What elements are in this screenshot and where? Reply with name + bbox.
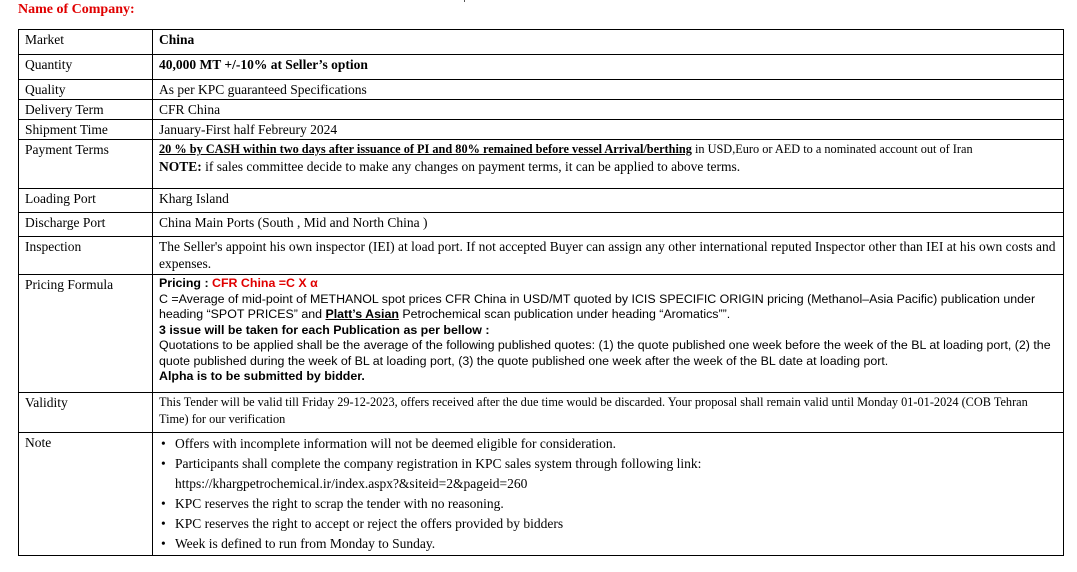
table-row-validity	[19, 393, 1064, 433]
payment-note-label: NOTE:	[159, 159, 202, 174]
note-value	[153, 433, 1064, 556]
validity-value: This Tender will be valid till Friday 29-12-2023, offers received after the due time would be discarded. Your proposal shall remain valid until Monday 01-01-2024 (COB Tehran Time) for our verification	[153, 393, 1064, 433]
shipment-label: Shipment Time	[19, 120, 153, 140]
payment-value	[153, 140, 1064, 189]
stray-mark	[464, 0, 465, 2]
note-item-3: • KPC reserves the right to scrap the tender with no reasoning.	[175, 494, 1057, 514]
quantity-label: Quantity	[19, 55, 153, 80]
table-row-quality	[19, 80, 1064, 100]
pricing-label: Pricing Formula	[19, 275, 153, 393]
table-row-inspection	[19, 237, 1064, 275]
pricing-issue-line: 3 issue will be taken for each Publication as per bellow :	[159, 322, 490, 337]
payment-note-line	[159, 158, 1057, 175]
discharge-label: Discharge Port	[19, 213, 153, 237]
table-row-market	[19, 30, 1064, 55]
payment-note-text: if sales committee decide to make any changes on payment terms, it can be applied to above terms.	[201, 159, 741, 174]
loading-label: Loading Port	[19, 189, 153, 213]
payment-cash-terms: 20 % by CASH within two days after issuance of PI and 80% remained before vessel Arrival/berthing	[159, 142, 692, 156]
table-row-discharge	[19, 213, 1064, 237]
shipment-value: January-First half Febreury 2024	[153, 120, 1064, 140]
pricing-c-definition-2: Petrochemical scan publication under heading “Aromatics””.	[398, 307, 731, 321]
note-list	[159, 434, 1057, 554]
table-row-loading	[19, 189, 1064, 213]
pricing-c-definition	[159, 292, 1057, 323]
pricing-quotations: Quotations to be applied shall be the average of the following published quotes: (1) the quote published one week before the week of the BL at loading port, (2) the quote published during the week of BL at loading port, (3) the quote published one week after the week of the BL date at loading port.	[159, 338, 1051, 368]
quality-value: As per KPC guaranteed Specifications	[153, 80, 1064, 100]
market-label: Market	[19, 30, 153, 55]
payment-terms-line	[159, 141, 1057, 158]
note-item-5: • Week is defined to run from Monday to Sunday.	[175, 534, 1057, 554]
note-item-1: • Offers with incomplete information will not be deemed eligible for consideration.	[175, 434, 1057, 454]
table-row-delivery	[19, 100, 1064, 120]
inspection-value: The Seller's appoint his own inspector (IEI) at load port. If not accepted Buyer can assign any other international reputed Inspector other than IEI at his own costs and expenses.	[153, 237, 1064, 275]
note-item-2-text: Participants shall complete the company registration in KPC sales system through following link:	[175, 456, 702, 471]
note-item-2	[175, 454, 1057, 494]
payment-label: Payment Terms	[19, 140, 153, 189]
pricing-alpha-line: Alpha is to be submitted by bidder.	[159, 369, 365, 383]
inspection-label: Inspection	[19, 237, 153, 275]
table-row-quantity	[19, 55, 1064, 80]
delivery-label: Delivery Term	[19, 100, 153, 120]
pricing-formula-line	[159, 276, 1057, 292]
table-row-pricing	[19, 275, 1064, 393]
table-row-payment	[19, 140, 1064, 189]
note-label: Note	[19, 433, 153, 556]
loading-value: Kharg Island	[153, 189, 1064, 213]
note-item-4: • KPC reserves the right to accept or reject the offers provided by bidders	[175, 514, 1057, 534]
pricing-formula: CFR China =C X α	[212, 276, 318, 290]
pricing-platts: Platt’s Asian	[325, 307, 399, 321]
quality-label: Quality	[19, 80, 153, 100]
payment-currency-terms: in USD,Euro or AED to a nominated account out of Iran	[691, 142, 973, 156]
discharge-value: China Main Ports (South , Mid and North China )	[153, 213, 1064, 237]
quantity-value: 40,000 MT +/-10% at Seller’s option	[153, 55, 1064, 80]
table-row-note	[19, 433, 1064, 556]
tender-terms-table	[18, 29, 1064, 556]
market-value: China	[153, 30, 1064, 55]
company-name-heading: Name of Company:	[18, 2, 135, 17]
delivery-value: CFR China	[153, 100, 1064, 120]
validity-label: Validity	[19, 393, 153, 433]
pricing-value	[153, 275, 1064, 393]
pricing-prefix: Pricing :	[159, 276, 213, 290]
pricing-c-definition-1: C =Average of mid-point of METHANOL spot prices CFR China in USD/MT quoted by ICIS SPECIFIC ORIGIN pricing (Methanol–Asia Pacific) publication under heading “SPOT PRICES” and	[159, 291, 1036, 321]
table-row-shipment	[19, 120, 1064, 140]
registration-link[interactable]: https://khargpetrochemical.ir/index.aspx?&siteid=2&pageid=260	[175, 476, 528, 491]
